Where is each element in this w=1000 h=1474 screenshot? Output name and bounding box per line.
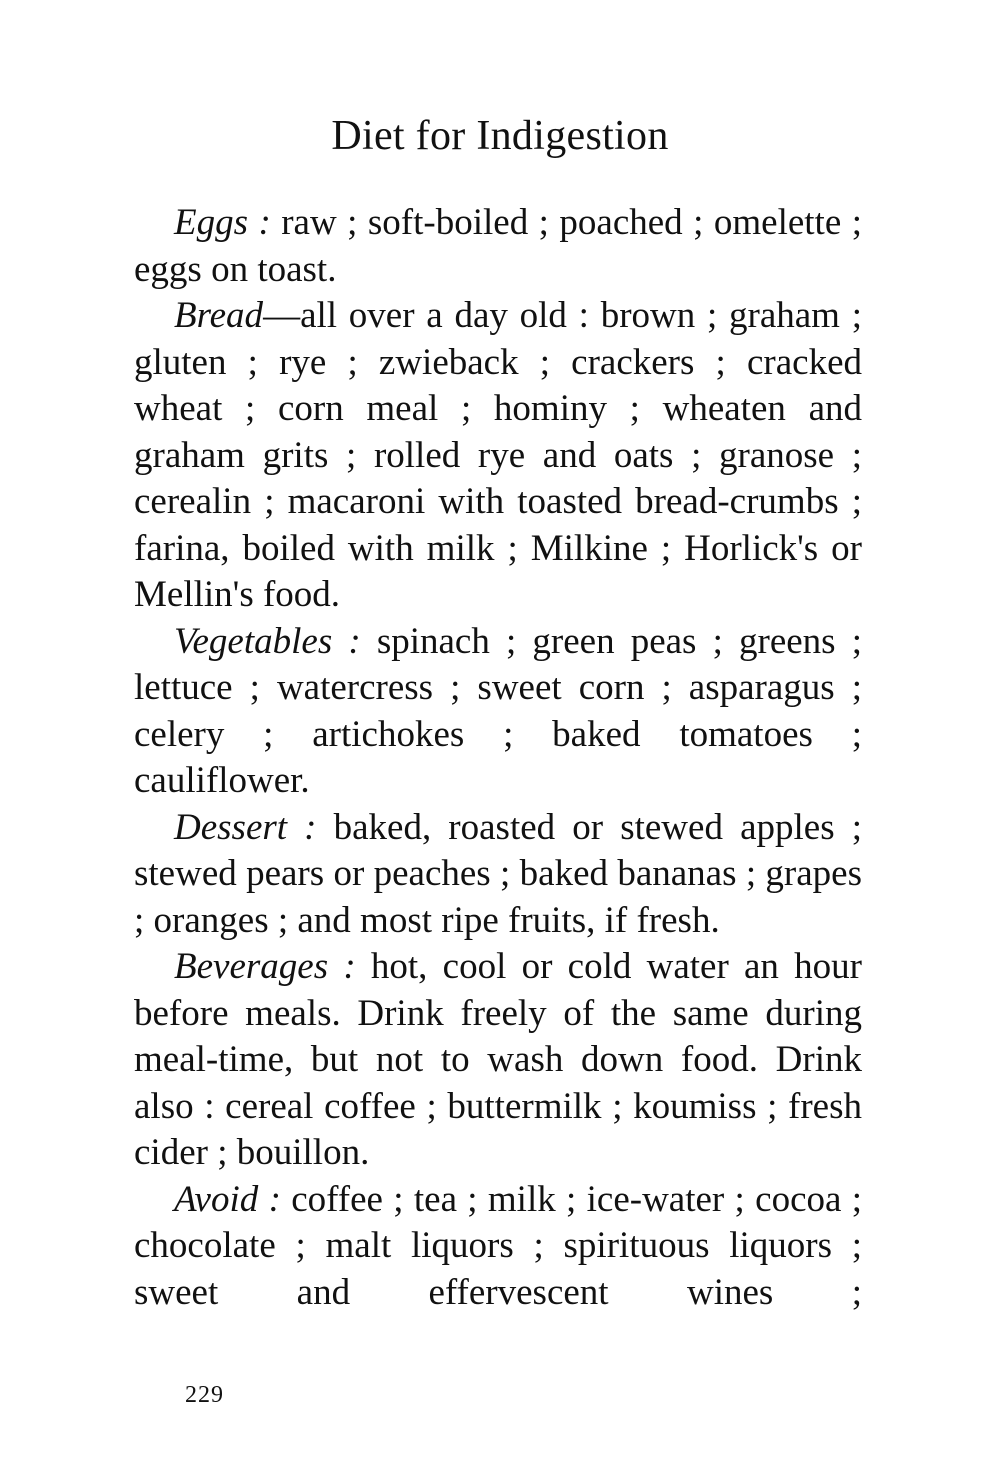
diet-list bbox=[134, 200, 862, 1316]
section-text: coffee ; tea ; milk ; ice-water ; cocoa ; chocolate ; malt liquors ; spirituous liquors ; sweet and effervescent wines ; bbox=[134, 1178, 862, 1313]
section-label: Beverages : bbox=[174, 946, 356, 987]
section-label: Bread bbox=[174, 295, 264, 336]
section-text: hot, cool or cold water an hour before meals. Drink freely of the same during meal-time, but not to wash down food. Drink also : cereal coffee ; buttermilk ; koumiss ; fresh cider ; bouillon. bbox=[134, 946, 862, 1173]
page-number: 229 bbox=[185, 1382, 224, 1408]
page-title: Diet for Indigestion bbox=[331, 113, 669, 159]
section-label: Eggs : bbox=[174, 202, 271, 243]
section-text: raw ; soft-boiled ; poached ; omelette ; eggs on toast. bbox=[134, 202, 862, 290]
section-eggs bbox=[134, 200, 862, 293]
section-label: Avoid : bbox=[174, 1178, 281, 1220]
section-label: Dessert : bbox=[174, 806, 317, 848]
section-vegetables bbox=[134, 619, 862, 805]
section-avoid bbox=[134, 1177, 862, 1317]
section-dessert bbox=[134, 805, 862, 945]
section-beverages bbox=[134, 944, 862, 1177]
section-text: baked, roasted or stewed apples ; stewed pears or peaches ; baked bananas ; grapes ; oranges ; and most ripe fruits, if fresh. bbox=[134, 806, 862, 941]
section-bread bbox=[134, 293, 862, 619]
section-label: Vegetables : bbox=[174, 620, 361, 662]
section-text: spinach ; green peas ; greens ; lettuce ; watercress ; sweet corn ; asparagus ; celery ; artichokes ; baked tomatoes ; cauliflower. bbox=[134, 620, 862, 801]
section-text: —all over a day old : brown ; graham ; gluten ; rye ; zwieback ; crackers ; cracked wheat ; corn meal ; hominy ; wheaten and graham grits ; rolled rye and oats ; granose ; cerealin ; macaroni with toasted bread-crumbs ; farina, boiled with milk ; Milkine ; Horlick's or Mellin's food. bbox=[134, 295, 862, 615]
